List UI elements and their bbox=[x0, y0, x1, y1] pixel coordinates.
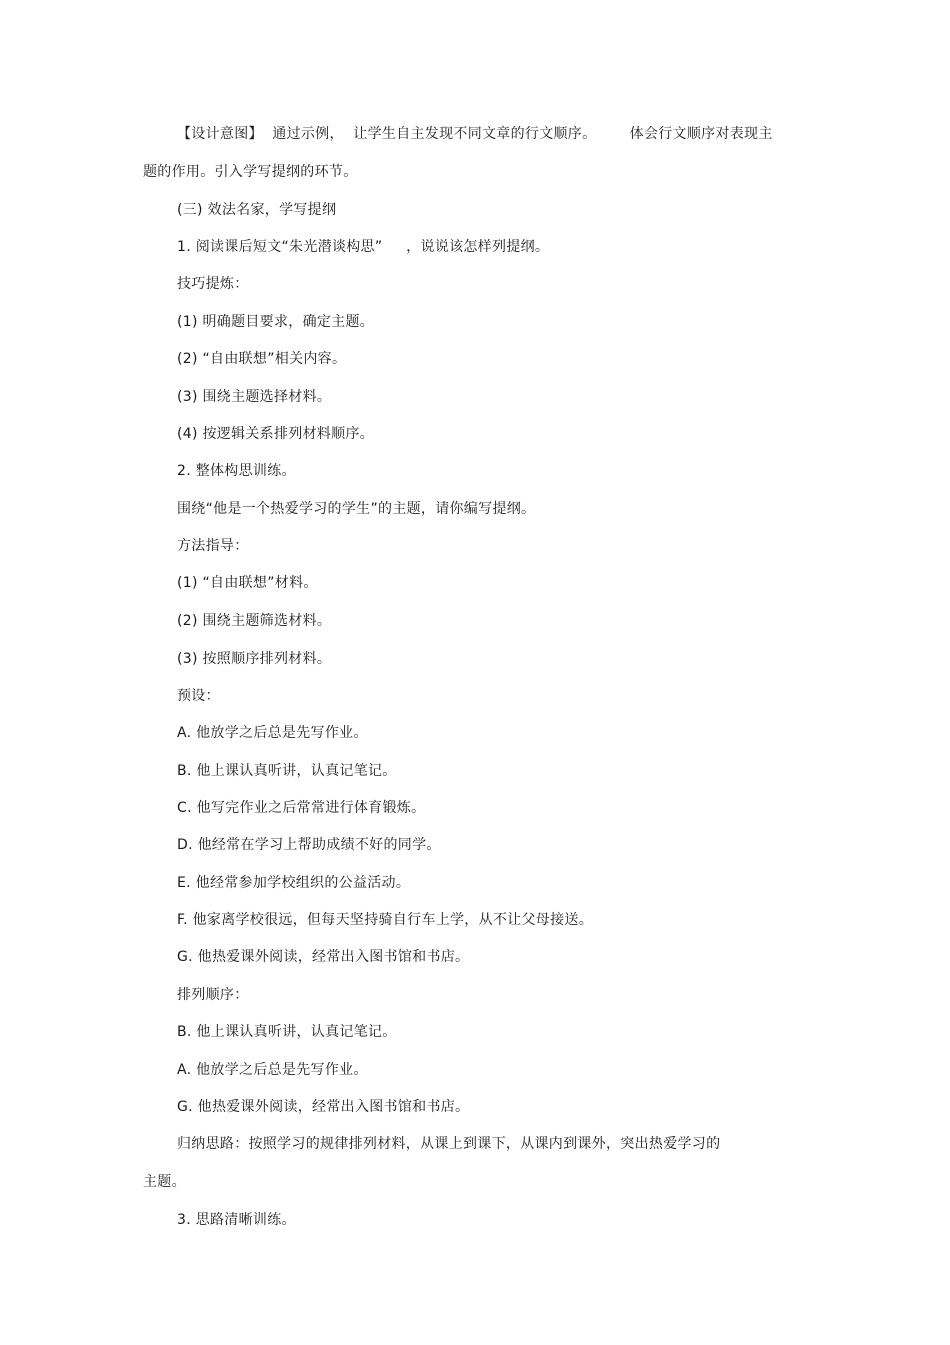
method-heading: 方法指导： bbox=[177, 538, 249, 554]
method-item-2: (2) 围绕主题筛选材料。 bbox=[177, 613, 332, 629]
technique-item-3: (3) 围绕主题选择材料。 bbox=[177, 389, 332, 405]
task-2-heading: 2. 整体构思训练。 bbox=[177, 463, 296, 479]
order-item-b: B. 他上课认真听讲，认真记笔记。 bbox=[177, 1024, 397, 1040]
order-item-g: G. 他热爱课外阅读，经常出入图书馆和书店。 bbox=[177, 1099, 470, 1115]
technique-heading: 技巧提炼： bbox=[177, 276, 249, 292]
design-intent-paragraph-line-1: 【设计意图】 通过示例， 让学生自主发现不同文章的行文顺序。 体会行文顺序对表现主 bbox=[177, 126, 773, 142]
task-3-heading: 3. 思路清晰训练。 bbox=[177, 1212, 296, 1228]
preset-item-f: F. 他家离学校很远，但每天坚持骑自行车上学，从不让父母接送。 bbox=[177, 912, 594, 928]
summary-paragraph-line-1: 归纳思路：按照学习的规律排列材料，从课上到课下，从课内到课外，突出热爱学习的 bbox=[177, 1136, 721, 1152]
method-item-1: (1) “自由联想”材料。 bbox=[177, 575, 318, 591]
method-item-3: (3) 按照顺序排列材料。 bbox=[177, 651, 332, 667]
preset-item-c: C. 他写完作业之后常常进行体育锻炼。 bbox=[177, 800, 426, 816]
order-heading: 排列顺序： bbox=[177, 987, 249, 1003]
technique-item-4: (4) 按逻辑关系排列材料顺序。 bbox=[177, 426, 375, 442]
preset-item-e: E. 他经常参加学校组织的公益活动。 bbox=[177, 875, 411, 891]
technique-item-2: (2) “自由联想”相关内容。 bbox=[177, 351, 347, 367]
preset-heading: 预设： bbox=[177, 688, 220, 704]
section-heading: (三) 效法名家，学写提纲 bbox=[177, 202, 337, 218]
preset-item-d: D. 他经常在学习上帮助成绩不好的同学。 bbox=[177, 837, 441, 853]
task-1-heading: 1. 阅读课后短文“朱光潜谈构思” ，说说该怎样列提纲。 bbox=[177, 239, 550, 255]
design-intent-paragraph-line-2: 题的作用。引入学写提纲的环节。 bbox=[143, 164, 358, 180]
summary-paragraph-line-2: 主题。 bbox=[143, 1174, 186, 1190]
preset-item-a: A. 他放学之后总是先写作业。 bbox=[177, 725, 368, 741]
preset-item-b: B. 他上课认真听讲，认真记笔记。 bbox=[177, 763, 397, 779]
order-item-a: A. 他放学之后总是先写作业。 bbox=[177, 1062, 368, 1078]
preset-item-g: G. 他热爱课外阅读，经常出入图书馆和书店。 bbox=[177, 949, 470, 965]
technique-item-1: (1) 明确题目要求，确定主题。 bbox=[177, 314, 375, 330]
task-2-prompt: 围绕“他是一个热爱学习的学生”的主题，请你编写提纲。 bbox=[177, 501, 536, 517]
